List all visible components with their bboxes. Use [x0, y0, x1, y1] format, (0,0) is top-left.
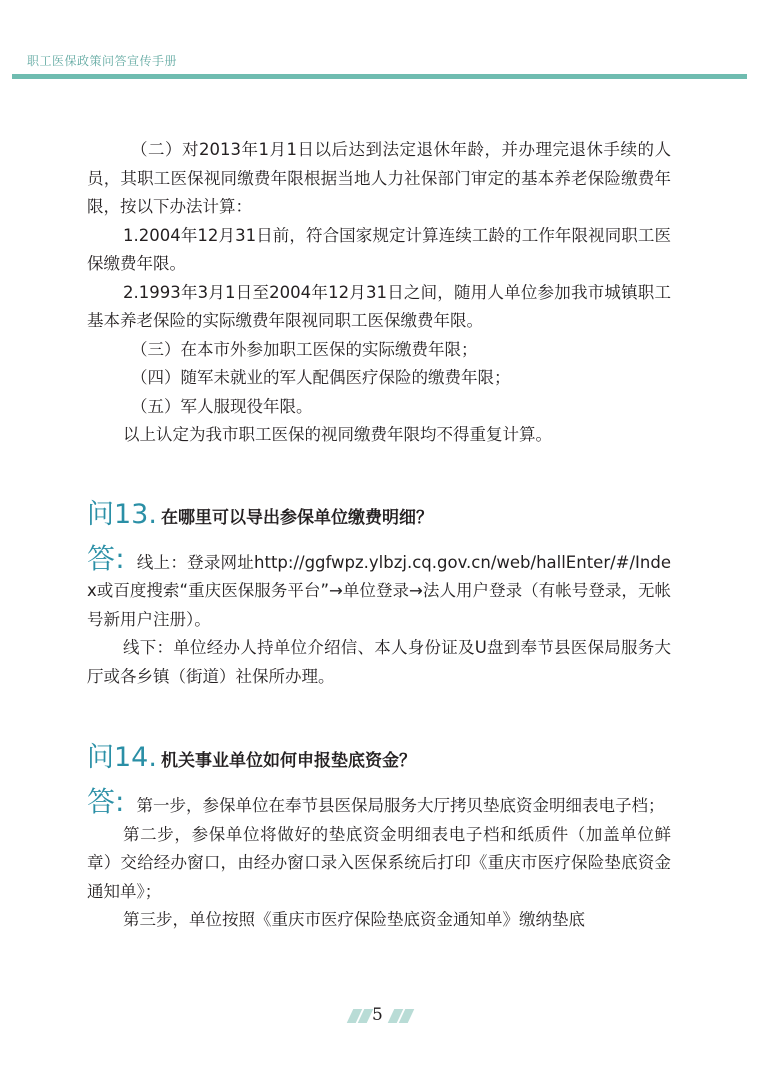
- intro-paragraph-5: （四）随军未就业的军人配偶医疗保险的缴费年限；: [131, 368, 511, 387]
- intro-paragraph-7: 以上认定为我市职工医保的视同缴费年限均不得重复计算。: [123, 425, 552, 444]
- answer-14-step-1: [87, 785, 671, 821]
- answer-13-offline: 线下：单位经办人持单位介绍信、本人身份证及U盘到奉节县医保局服务大厅或各乡镇（街道）社保所办理。: [87, 638, 671, 686]
- intro-paragraph-6: （五）军人服现役年限。: [131, 396, 313, 416]
- question-13-text: 在哪里可以导出参保单位缴费明细？: [160, 507, 433, 528]
- header-title: 职工医保政策问答宣传手册: [27, 54, 178, 68]
- question-13: [87, 492, 671, 531]
- question-14: [87, 735, 671, 774]
- intro-paragraph-4: （三）在本市外参加职工医保的实际缴费年限；: [131, 339, 478, 359]
- answer-14-step-1-text: 第一步，参保单位在奉节县医保局服务大厅拷贝垫底资金明细表电子档；: [136, 796, 665, 815]
- answer-14-step-3: 第三步，单位按照《重庆市医疗保险垫底资金通知单》缴纳垫底: [123, 910, 585, 929]
- page-content: [87, 136, 671, 935]
- header-divider: [12, 74, 747, 79]
- answer-13-label: 答:: [87, 541, 125, 575]
- question-13-number: 问13.: [87, 498, 157, 530]
- answer-13-online: [87, 541, 671, 635]
- answer-13-online-text: 线上：登录网址http://ggfwpz.ylbzj.cq.gov.cn/web/hallEnter/#/Index或百度搜索“重庆医保服务平台”→单位登录→法人用户登录（有帐号登录，无帐号新用户注册）。: [87, 552, 671, 629]
- answer-14-step-2: 第二步，参保单位将做好的垫底资金明细表电子档和纸质件（加盖单位鲜章）交给经办窗口，由经办窗口录入医保系统后打印《重庆市医疗保险垫底资金通知单》；: [87, 824, 671, 901]
- intro-paragraph-2: 1.2004年12月31日前，符合国家规定计算连续工龄的工作年限视同职工医保缴费年限。: [87, 225, 671, 273]
- answer-14-label: 答:: [87, 785, 125, 818]
- page-footer: [0, 1003, 757, 1029]
- question-14-number: 问14.: [87, 742, 157, 773]
- intro-paragraph-3: 2.1993年3月1日至2004年12月31日之间，随用人单位参加我市城镇职工基本养老保险的实际缴费年限视同职工医保缴费年限。: [87, 282, 671, 330]
- intro-paragraph-1: （二）对2013年1月1日以后达到法定退休年龄，并办理完退休手续的人员，其职工医保视同缴费年限根据当地人力社保部门审定的基本养老保险缴费年限，按以下办法计算：: [87, 140, 671, 216]
- page-number: 5: [372, 1005, 383, 1025]
- question-14-text: 机关事业单位如何申报垫底资金？: [160, 751, 416, 771]
